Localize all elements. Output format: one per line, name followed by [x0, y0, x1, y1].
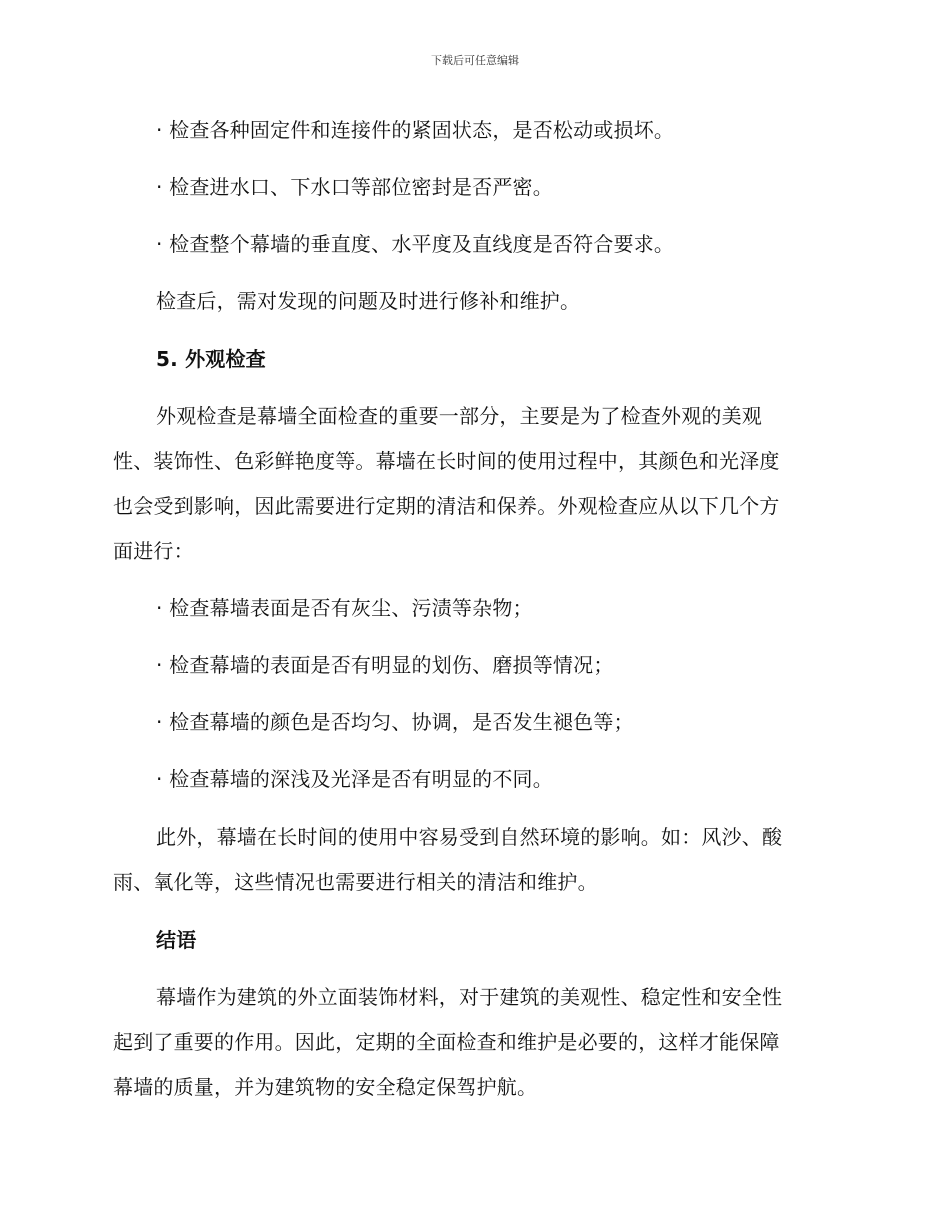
- bullet-color-uniformity: · 检查幕墙的颜色是否均匀、协调，是否发生褪色等；: [156, 710, 634, 734]
- section-5-paragraph-line-2: 性、装饰性、色彩鲜艳度等。幕墙在长时间的使用过程中，其颜色和光泽度: [113, 449, 780, 473]
- page-header-note: 下载后可任意编辑: [431, 54, 519, 67]
- after-check-paragraph: 检查后，需对发现的问题及时进行修补和维护。: [156, 289, 581, 313]
- section-5-paragraph-line-1: 外观检查是幕墙全面检查的重要一部分，主要是为了检查外观的美观: [156, 404, 762, 428]
- bullet-scratches: · 检查幕墙的表面是否有明显的划伤、磨损等情况；: [156, 653, 614, 677]
- bullet-verticality: · 检查整个幕墙的垂直度、水平度及直线度是否符合要求。: [156, 232, 675, 256]
- section-5-heading: 5. 外观检查: [156, 347, 266, 371]
- conclusion-paragraph-line-2: 起到了重要的作用。因此，定期的全面检查和维护是必要的，这样才能保障: [113, 1030, 780, 1054]
- conclusion-paragraph-line-3: 幕墙的质量，并为建筑物的安全稳定保驾护航。: [113, 1075, 538, 1099]
- environment-paragraph-line-2: 雨、氧化等，这些情况也需要进行相关的清洁和维护。: [113, 870, 598, 894]
- bullet-gloss-difference: · 检查幕墙的深浅及光泽是否有明显的不同。: [156, 767, 553, 791]
- conclusion-heading: 结语: [156, 928, 197, 952]
- conclusion-paragraph-line-1: 幕墙作为建筑的外立面装饰材料，对于建筑的美观性、稳定性和安全性: [156, 985, 783, 1009]
- section-5-paragraph-line-4: 面进行：: [113, 539, 194, 563]
- section-5-paragraph-line-3: 也会受到影响，因此需要进行定期的清洁和保养。外观检查应从以下几个方: [113, 494, 780, 518]
- bullet-fasteners: · 检查各种固定件和连接件的紧固状态，是否松动或损坏。: [156, 118, 675, 142]
- environment-paragraph-line-1: 此外，幕墙在长时间的使用中容易受到自然环境的影响。如：风沙、酸: [156, 825, 783, 849]
- bullet-water-inlets: · 检查进水口、下水口等部位密封是否严密。: [156, 175, 553, 199]
- bullet-dust-stains: · 检查幕墙表面是否有灰尘、污渍等杂物；: [156, 596, 533, 620]
